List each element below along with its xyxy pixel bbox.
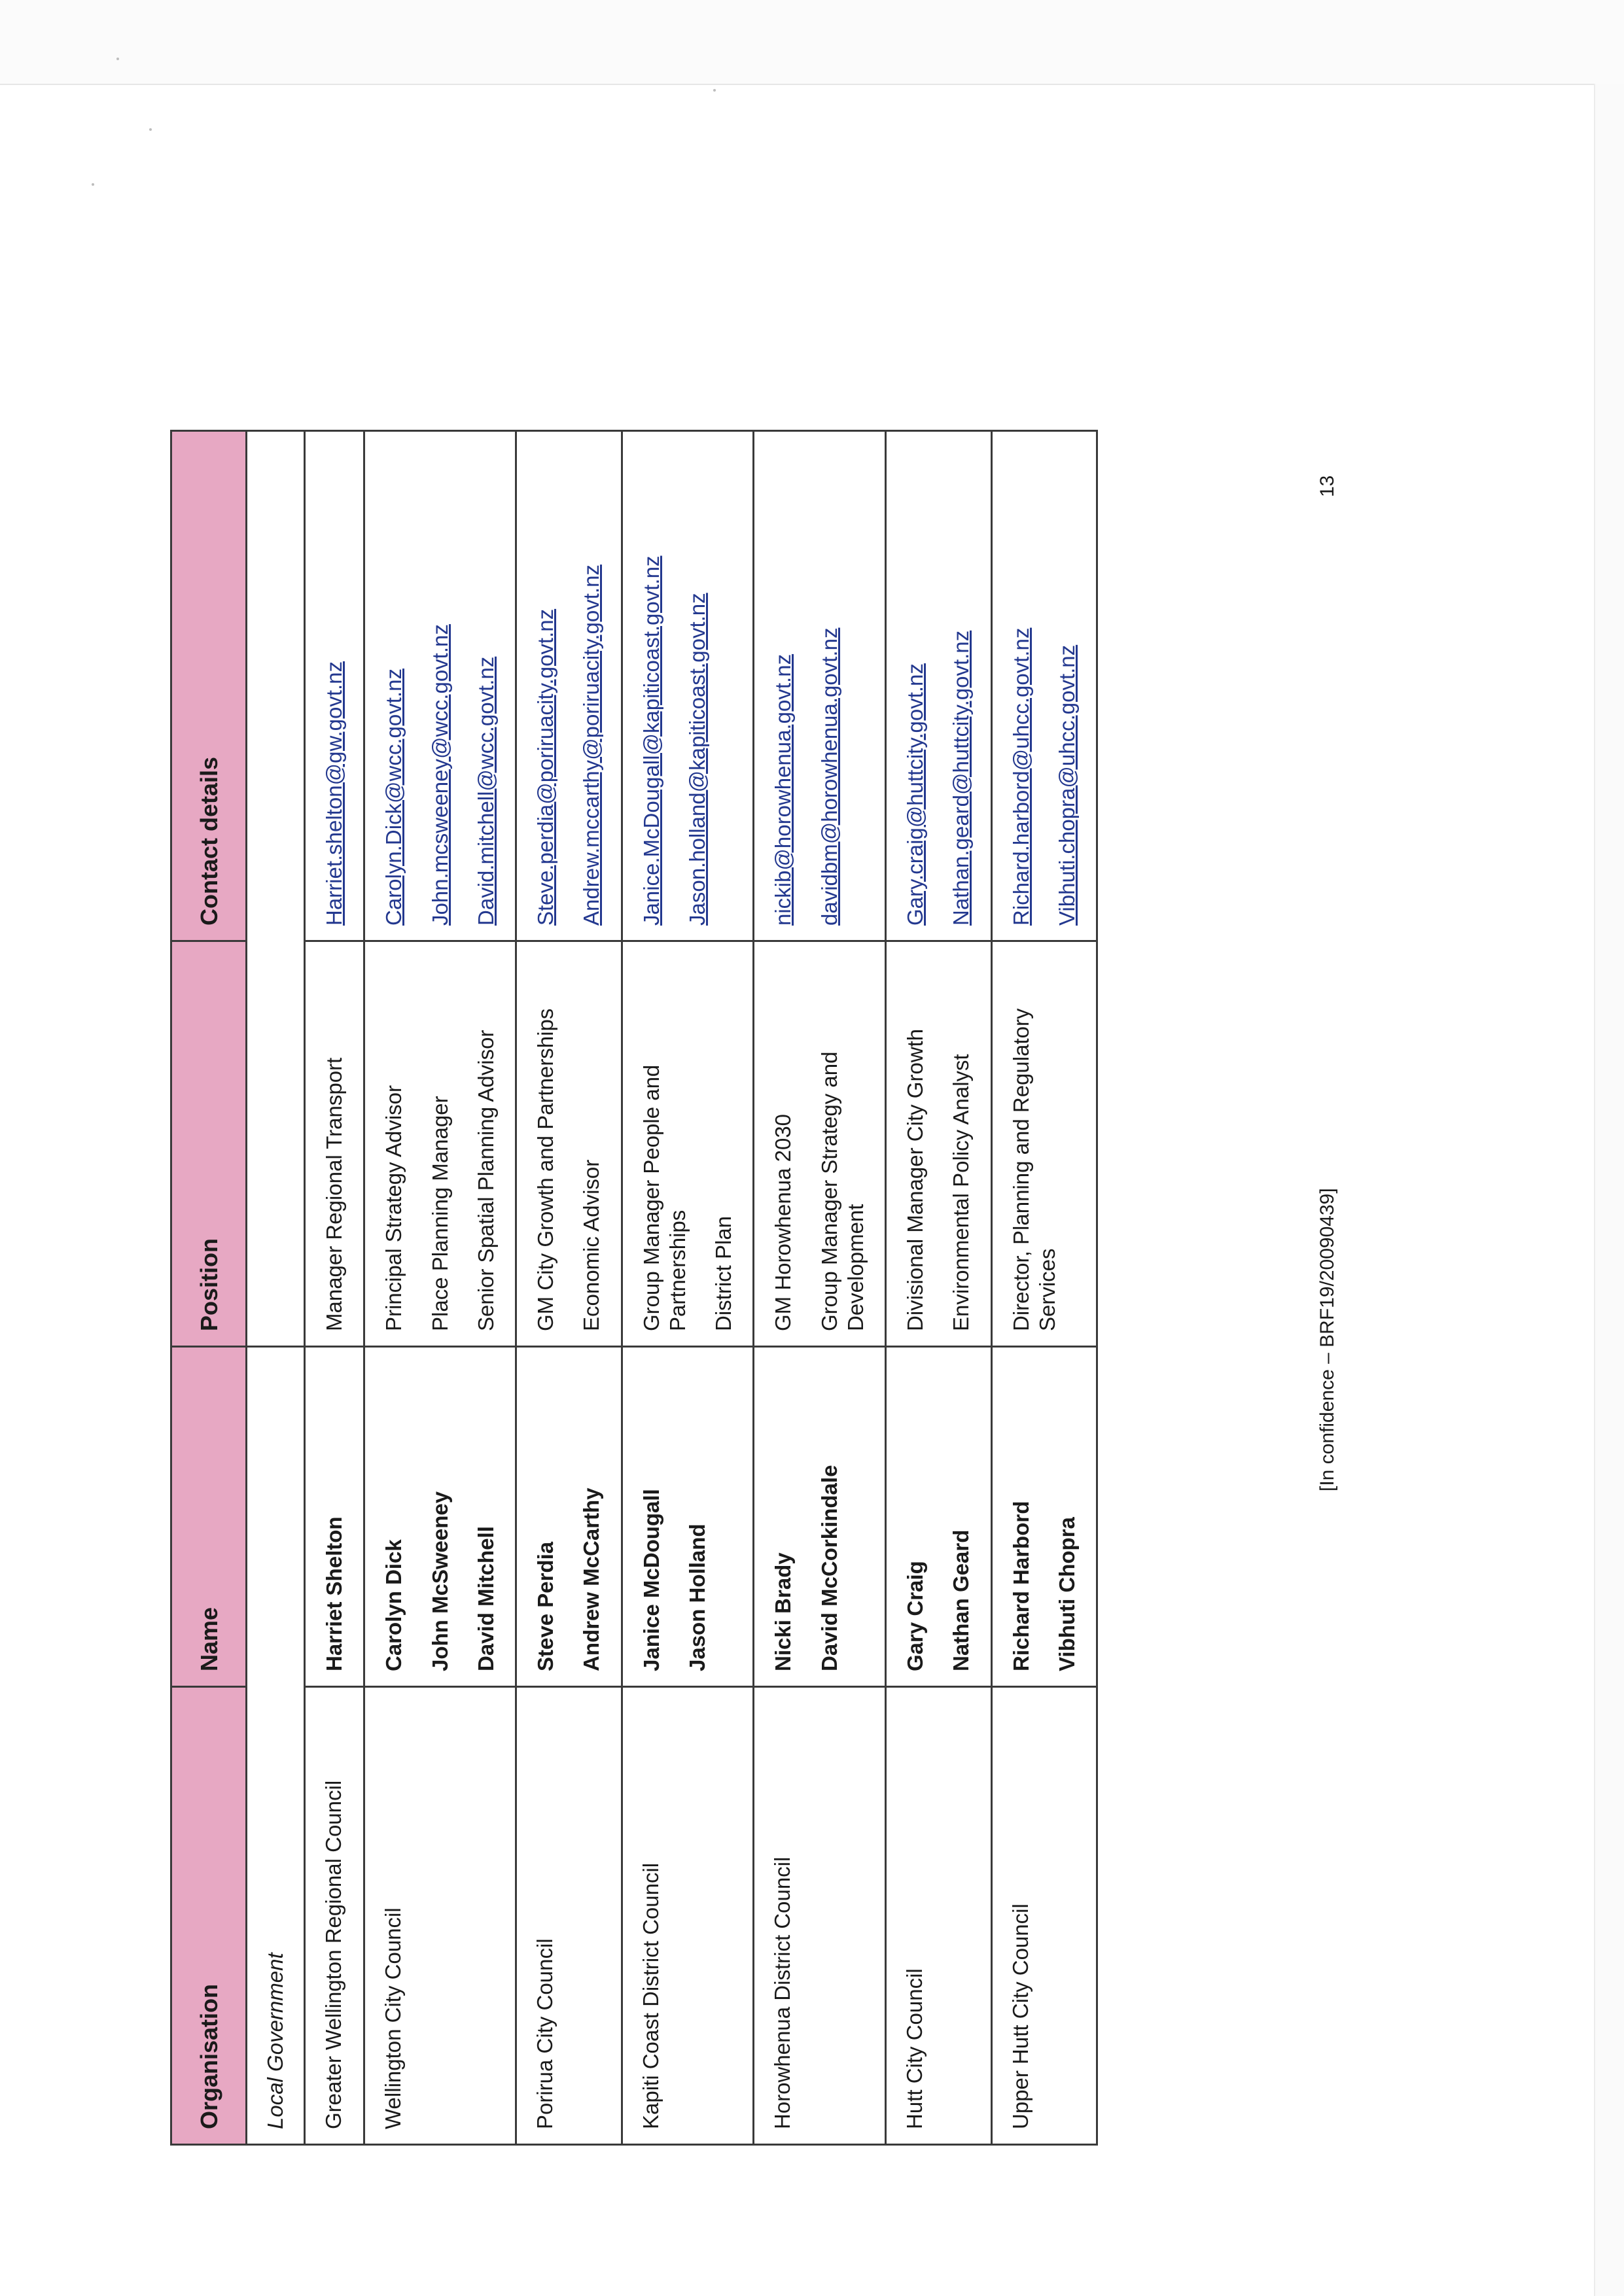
scan-speck [149, 128, 152, 131]
section-row [247, 431, 305, 2145]
email-link[interactable]: Nathan.geard@huttcity.govt.nz [949, 630, 974, 926]
contact-cell [991, 431, 1097, 941]
person-name: David McCorkindale [817, 1465, 841, 1671]
contacts-table [170, 430, 1098, 2146]
email-link[interactable]: Harriet.shelton@gw.govt.nz [322, 661, 346, 926]
person-name: David Mitchell [473, 1526, 498, 1671]
person-name: Janice McDougall [639, 1489, 663, 1671]
position-cell [305, 941, 364, 1347]
position-title: Divisional Manager City Growth [903, 1028, 927, 1331]
email-link[interactable]: Janice.McDougall@kapiticoast.govt.nz [639, 555, 663, 926]
email-link[interactable]: Jason.holland@kapiticoast.govt.nz [684, 593, 709, 926]
person-name: Nathan Geard [949, 1529, 974, 1671]
email-link[interactable]: davidbm@horowhenua.govt.nz [817, 627, 841, 926]
position-title: Environmental Policy Analyst [949, 1054, 974, 1331]
header-position: Position [171, 941, 247, 1347]
person-name: Jason Holland [684, 1523, 709, 1671]
section-label: Local Government [247, 1347, 305, 2145]
page-number: 13 [1316, 475, 1338, 497]
person-name: Andrew McCarthy [579, 1487, 604, 1671]
position-cell [364, 941, 516, 1347]
organisation-cell: Wellington City Council [364, 1687, 516, 2145]
position-title: Group Manager People and Partnerships [639, 1064, 690, 1331]
name-cell [364, 1347, 516, 1687]
email-link[interactable]: Carolyn.Dick@wcc.govt.nz [381, 669, 406, 926]
table-row [516, 431, 622, 2145]
position-title: Principal Strategy Advisor [381, 1085, 406, 1331]
scan-top-edge [0, 0, 1624, 85]
organisation-cell: Upper Hutt City Council [991, 1687, 1097, 2145]
person-name: Harriet Shelton [322, 1516, 346, 1671]
scan-speck [713, 89, 716, 92]
position-title: Director, Planning and Regulatory Services [1008, 1008, 1059, 1331]
position-title: Group Manager Strategy and Development [817, 1051, 868, 1331]
name-cell [622, 1347, 754, 1687]
rotated-page [170, 392, 1400, 2146]
contact-cell [886, 431, 992, 941]
email-link[interactable]: Andrew.mccarthy@poriruacity.govt.nz [579, 565, 604, 926]
organisation-cell: Greater Wellington Regional Council [305, 1687, 364, 2145]
header-name: Name [171, 1347, 247, 1687]
table-row [886, 431, 992, 2145]
position-title: GM City Growth and Partnerships [533, 1008, 557, 1331]
person-name: Steve Perdia [533, 1541, 557, 1671]
person-name: Nicki Brady [771, 1552, 796, 1671]
position-cell [991, 941, 1097, 1347]
scan-right-edge [1594, 84, 1624, 2296]
table-row [622, 431, 754, 2145]
header-organisation: Organisation [171, 1687, 247, 2145]
table-row [754, 431, 886, 2145]
name-cell [305, 1347, 364, 1687]
email-link[interactable]: Vibhuti.chopra@uhcc.govt.nz [1054, 644, 1079, 926]
position-cell [886, 941, 992, 1347]
contact-cell [364, 431, 516, 941]
name-cell [754, 1347, 886, 1687]
organisation-cell: Horowhenua District Council [754, 1687, 886, 2145]
contact-cell [622, 431, 754, 941]
contact-cell [516, 431, 622, 941]
table-row [991, 431, 1097, 2145]
position-cell [516, 941, 622, 1347]
position-title: Senior Spatial Planning Advisor [473, 1030, 498, 1331]
scan-speck [116, 58, 119, 60]
organisation-cell: Hutt City Council [886, 1687, 992, 2145]
person-name: John McSweeney [427, 1491, 452, 1671]
scan-speck [92, 183, 94, 186]
organisation-cell: Porirua City Council [516, 1687, 622, 2145]
email-link[interactable]: John.mcsweeney@wcc.govt.nz [427, 624, 452, 926]
position-title: Economic Advisor [579, 1159, 604, 1331]
name-cell [886, 1347, 992, 1687]
person-name: Vibhuti Chopra [1054, 1517, 1079, 1671]
email-link[interactable]: Gary.craig@huttcity.govt.nz [903, 663, 927, 926]
table-row [305, 431, 364, 2145]
table-body [247, 431, 1097, 2145]
name-cell [991, 1347, 1097, 1687]
position-cell [754, 941, 886, 1347]
person-name: Gary Craig [903, 1561, 927, 1671]
position-title: Place Planning Manager [427, 1096, 452, 1331]
section-blank [247, 431, 305, 1347]
position-title: Manager Regional Transport [322, 1057, 346, 1331]
person-name: Richard Harbord [1008, 1501, 1033, 1671]
email-link[interactable]: nickib@horowhenua.govt.nz [771, 653, 796, 926]
position-title: District Plan [711, 1215, 735, 1331]
email-link[interactable]: Steve.perdia@poriruacity.govt.nz [533, 608, 557, 926]
position-title: GM Horowhenua 2030 [771, 1113, 796, 1331]
contact-cell [305, 431, 364, 941]
name-cell [516, 1347, 622, 1687]
person-name: Carolyn Dick [381, 1539, 406, 1671]
organisation-cell: Kapiti Coast District Council [622, 1687, 754, 2145]
header-row [171, 431, 247, 2145]
header-contact: Contact details [171, 431, 247, 941]
contact-cell [754, 431, 886, 941]
position-cell [622, 941, 754, 1347]
email-link[interactable]: Richard.harbord@uhcc.govt.nz [1008, 627, 1033, 926]
confidentiality-note: [In confidence – BRF19/20090439] [1316, 1188, 1338, 1491]
table-row [364, 431, 516, 2145]
email-link[interactable]: David.mitchell@wcc.govt.nz [473, 656, 498, 926]
